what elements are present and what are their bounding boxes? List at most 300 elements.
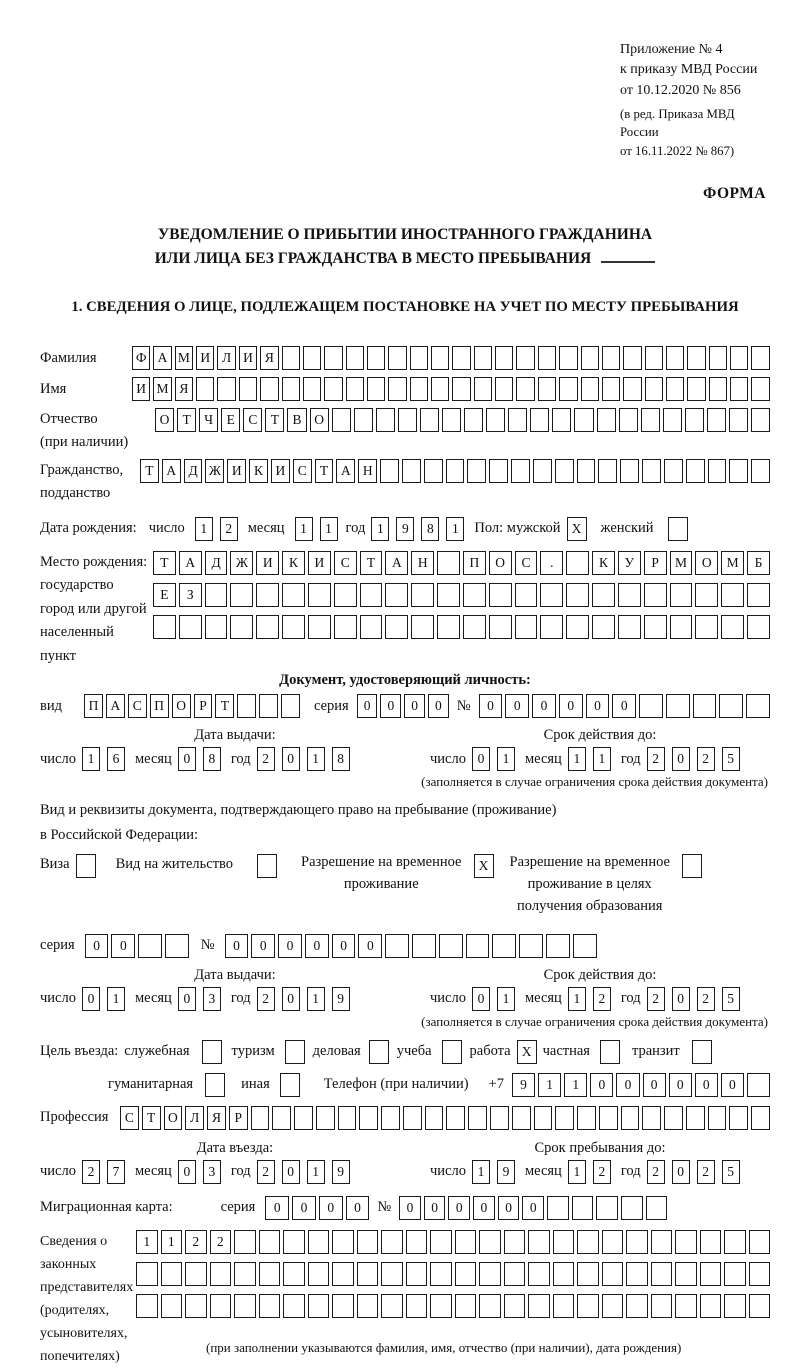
char-cell[interactable] xyxy=(136,1262,158,1286)
char-cell[interactable] xyxy=(463,615,486,639)
male-checkbox-cell[interactable]: X xyxy=(567,517,587,541)
char-cell[interactable] xyxy=(346,346,364,370)
char-cell[interactable] xyxy=(474,377,492,401)
other-checkbox-cell[interactable] xyxy=(280,1073,300,1097)
char-cell[interactable] xyxy=(283,1294,305,1318)
char-cell[interactable]: 0 xyxy=(616,1073,639,1097)
char-cell[interactable]: 1 xyxy=(446,517,464,541)
char-cell[interactable] xyxy=(234,1294,256,1318)
char-cell[interactable]: 8 xyxy=(203,747,221,771)
char-cell[interactable] xyxy=(294,1106,313,1130)
char-cell[interactable] xyxy=(398,408,417,432)
char-cell[interactable] xyxy=(489,583,512,607)
char-cell[interactable] xyxy=(455,1230,477,1254)
char-cell[interactable] xyxy=(495,377,513,401)
char-cell[interactable]: Ж xyxy=(205,459,224,483)
char-cell[interactable] xyxy=(751,408,770,432)
char-cell[interactable] xyxy=(687,346,705,370)
char-cell[interactable] xyxy=(283,1262,305,1286)
char-cell[interactable]: Я xyxy=(260,346,278,370)
char-cell[interactable]: Н xyxy=(358,459,377,483)
char-cell[interactable] xyxy=(324,346,342,370)
char-cell[interactable] xyxy=(359,1106,378,1130)
char-cell[interactable] xyxy=(452,377,470,401)
char-cell[interactable] xyxy=(332,408,351,432)
char-cell[interactable] xyxy=(308,583,331,607)
char-cell[interactable]: 1 xyxy=(107,987,125,1011)
char-cell[interactable] xyxy=(709,346,727,370)
char-cell[interactable] xyxy=(205,583,228,607)
char-cell[interactable]: 0 xyxy=(380,694,401,718)
char-cell[interactable]: 0 xyxy=(82,987,100,1011)
char-cell[interactable]: К xyxy=(282,551,305,575)
char-cell[interactable] xyxy=(486,408,505,432)
char-cell[interactable]: 1 xyxy=(161,1230,183,1254)
char-cell[interactable] xyxy=(504,1262,526,1286)
char-cell[interactable] xyxy=(259,1230,281,1254)
char-cell[interactable] xyxy=(642,459,661,483)
char-cell[interactable]: 0 xyxy=(399,1196,421,1220)
char-cell[interactable] xyxy=(651,1230,673,1254)
char-cell[interactable] xyxy=(437,583,460,607)
char-cell[interactable] xyxy=(282,583,305,607)
char-cell[interactable] xyxy=(552,408,571,432)
char-cell[interactable] xyxy=(581,377,599,401)
char-cell[interactable] xyxy=(205,615,228,639)
char-cell[interactable]: 2 xyxy=(257,1160,275,1184)
char-cell[interactable] xyxy=(686,1106,705,1130)
char-cell[interactable] xyxy=(751,459,770,483)
char-cell[interactable]: С xyxy=(120,1106,139,1130)
char-cell[interactable] xyxy=(528,1262,550,1286)
char-cell[interactable] xyxy=(602,377,620,401)
char-cell[interactable]: С xyxy=(334,551,357,575)
char-cell[interactable] xyxy=(751,377,769,401)
char-cell[interactable]: 0 xyxy=(498,1196,520,1220)
char-cell[interactable]: 8 xyxy=(332,747,350,771)
char-cell[interactable]: 3 xyxy=(203,1160,221,1184)
char-cell[interactable] xyxy=(346,377,364,401)
char-cell[interactable]: А xyxy=(336,459,355,483)
humanitarian-checkbox-cell[interactable] xyxy=(205,1073,225,1097)
char-cell[interactable] xyxy=(675,1294,697,1318)
char-cell[interactable] xyxy=(559,346,577,370)
char-cell[interactable]: Я xyxy=(175,377,193,401)
char-cell[interactable] xyxy=(516,377,534,401)
char-cell[interactable] xyxy=(621,1106,640,1130)
char-cell[interactable] xyxy=(577,1294,599,1318)
char-cell[interactable]: 0 xyxy=(178,1160,196,1184)
char-cell[interactable] xyxy=(646,1196,668,1220)
char-cell[interactable]: 0 xyxy=(178,747,196,771)
char-cell[interactable]: 9 xyxy=(497,1160,515,1184)
char-cell[interactable] xyxy=(430,1262,452,1286)
char-cell[interactable]: 1 xyxy=(307,987,325,1011)
char-cell[interactable] xyxy=(721,583,744,607)
char-cell[interactable] xyxy=(138,934,162,958)
char-cell[interactable]: 1 xyxy=(497,747,515,771)
char-cell[interactable] xyxy=(388,346,406,370)
char-cell[interactable] xyxy=(185,1262,207,1286)
char-cell[interactable] xyxy=(234,1262,256,1286)
char-cell[interactable]: 1 xyxy=(568,747,586,771)
char-cell[interactable]: А xyxy=(179,551,202,575)
char-cell[interactable] xyxy=(512,1106,531,1130)
char-cell[interactable] xyxy=(666,346,684,370)
char-cell[interactable] xyxy=(623,346,641,370)
char-cell[interactable]: 0 xyxy=(672,1160,690,1184)
char-cell[interactable] xyxy=(230,615,253,639)
char-cell[interactable] xyxy=(489,459,508,483)
char-cell[interactable] xyxy=(412,934,436,958)
char-cell[interactable]: Б xyxy=(747,551,770,575)
char-cell[interactable]: 1 xyxy=(307,1160,325,1184)
char-cell[interactable] xyxy=(259,1262,281,1286)
char-cell[interactable] xyxy=(332,1294,354,1318)
char-cell[interactable]: Т xyxy=(215,694,234,718)
char-cell[interactable]: А xyxy=(385,551,408,575)
char-cell[interactable] xyxy=(282,346,300,370)
char-cell[interactable]: У xyxy=(618,551,641,575)
char-cell[interactable] xyxy=(360,615,383,639)
char-cell[interactable] xyxy=(237,694,256,718)
char-cell[interactable]: М xyxy=(175,346,193,370)
char-cell[interactable] xyxy=(619,408,638,432)
char-cell[interactable] xyxy=(357,1262,379,1286)
char-cell[interactable] xyxy=(626,1294,648,1318)
char-cell[interactable] xyxy=(540,615,563,639)
char-cell[interactable]: К xyxy=(249,459,268,483)
char-cell[interactable] xyxy=(385,615,408,639)
char-cell[interactable]: Е xyxy=(153,583,176,607)
char-cell[interactable] xyxy=(403,1106,422,1130)
char-cell[interactable]: . xyxy=(540,551,563,575)
char-cell[interactable] xyxy=(730,346,748,370)
char-cell[interactable] xyxy=(528,1294,550,1318)
char-cell[interactable] xyxy=(618,615,641,639)
char-cell[interactable]: И xyxy=(308,551,331,575)
char-cell[interactable] xyxy=(729,459,748,483)
char-cell[interactable] xyxy=(420,408,439,432)
char-cell[interactable] xyxy=(685,408,704,432)
char-cell[interactable] xyxy=(504,1230,526,1254)
char-cell[interactable] xyxy=(751,1106,770,1130)
char-cell[interactable] xyxy=(161,1294,183,1318)
temp-residence-edu-checkbox-cell[interactable] xyxy=(682,854,702,878)
char-cell[interactable] xyxy=(566,583,589,607)
char-cell[interactable]: 2 xyxy=(697,987,715,1011)
char-cell[interactable]: 0 xyxy=(428,694,449,718)
char-cell[interactable] xyxy=(446,1106,465,1130)
char-cell[interactable] xyxy=(642,1106,661,1130)
char-cell[interactable] xyxy=(490,1106,509,1130)
char-cell[interactable] xyxy=(282,377,300,401)
char-cell[interactable] xyxy=(516,346,534,370)
char-cell[interactable]: К xyxy=(592,551,615,575)
char-cell[interactable]: С xyxy=(128,694,147,718)
char-cell[interactable] xyxy=(357,1294,379,1318)
char-cell[interactable]: 5 xyxy=(722,747,740,771)
char-cell[interactable]: Т xyxy=(153,551,176,575)
char-cell[interactable] xyxy=(381,1106,400,1130)
char-cell[interactable] xyxy=(547,1196,569,1220)
char-cell[interactable] xyxy=(724,1262,746,1286)
char-cell[interactable]: 0 xyxy=(448,1196,470,1220)
char-cell[interactable]: 0 xyxy=(672,747,690,771)
char-cell[interactable] xyxy=(749,1262,771,1286)
char-cell[interactable]: 0 xyxy=(669,1073,692,1097)
char-cell[interactable]: 1 xyxy=(320,517,338,541)
char-cell[interactable]: 1 xyxy=(371,517,389,541)
char-cell[interactable]: 9 xyxy=(332,987,350,1011)
char-cell[interactable] xyxy=(251,1106,270,1130)
char-cell[interactable] xyxy=(729,1106,748,1130)
char-cell[interactable] xyxy=(645,377,663,401)
char-cell[interactable]: 2 xyxy=(220,517,238,541)
char-cell[interactable]: 1 xyxy=(195,517,213,541)
char-cell[interactable] xyxy=(504,1294,526,1318)
char-cell[interactable] xyxy=(455,1262,477,1286)
char-cell[interactable]: И xyxy=(271,459,290,483)
char-cell[interactable] xyxy=(602,1262,624,1286)
char-cell[interactable]: 0 xyxy=(225,934,249,958)
char-cell[interactable] xyxy=(230,583,253,607)
char-cell[interactable] xyxy=(519,934,543,958)
char-cell[interactable]: 1 xyxy=(564,1073,587,1097)
char-cell[interactable]: Д xyxy=(205,551,228,575)
char-cell[interactable] xyxy=(464,408,483,432)
char-cell[interactable]: 0 xyxy=(178,987,196,1011)
char-cell[interactable] xyxy=(530,408,549,432)
char-cell[interactable]: 9 xyxy=(332,1160,350,1184)
char-cell[interactable] xyxy=(747,1073,770,1097)
char-cell[interactable] xyxy=(406,1262,428,1286)
char-cell[interactable] xyxy=(334,583,357,607)
char-cell[interactable] xyxy=(746,694,770,718)
char-cell[interactable] xyxy=(402,459,421,483)
char-cell[interactable] xyxy=(367,377,385,401)
char-cell[interactable]: 0 xyxy=(357,694,378,718)
char-cell[interactable]: 0 xyxy=(695,1073,718,1097)
char-cell[interactable]: 0 xyxy=(282,1160,300,1184)
char-cell[interactable]: 2 xyxy=(82,1160,100,1184)
char-cell[interactable]: 0 xyxy=(358,934,382,958)
char-cell[interactable]: Т xyxy=(142,1106,161,1130)
char-cell[interactable] xyxy=(381,1230,403,1254)
char-cell[interactable]: 8 xyxy=(421,517,439,541)
char-cell[interactable] xyxy=(687,377,705,401)
char-cell[interactable] xyxy=(666,694,690,718)
char-cell[interactable] xyxy=(367,346,385,370)
char-cell[interactable] xyxy=(303,346,321,370)
char-cell[interactable] xyxy=(437,615,460,639)
char-cell[interactable]: 2 xyxy=(697,747,715,771)
char-cell[interactable] xyxy=(492,934,516,958)
char-cell[interactable]: Ч xyxy=(199,408,218,432)
char-cell[interactable] xyxy=(577,1230,599,1254)
char-cell[interactable] xyxy=(566,615,589,639)
char-cell[interactable]: Т xyxy=(265,408,284,432)
char-cell[interactable]: О xyxy=(155,408,174,432)
char-cell[interactable] xyxy=(272,1106,291,1130)
char-cell[interactable] xyxy=(707,408,726,432)
char-cell[interactable] xyxy=(515,615,538,639)
char-cell[interactable]: 9 xyxy=(512,1073,535,1097)
char-cell[interactable]: 0 xyxy=(672,987,690,1011)
business-checkbox-cell[interactable] xyxy=(369,1040,389,1064)
char-cell[interactable]: 0 xyxy=(643,1073,666,1097)
char-cell[interactable] xyxy=(479,1294,501,1318)
char-cell[interactable] xyxy=(406,1230,428,1254)
char-cell[interactable] xyxy=(719,694,743,718)
char-cell[interactable]: 0 xyxy=(424,1196,446,1220)
char-cell[interactable]: 9 xyxy=(396,517,414,541)
char-cell[interactable] xyxy=(185,1294,207,1318)
char-cell[interactable] xyxy=(651,1262,673,1286)
char-cell[interactable]: 0 xyxy=(319,1196,343,1220)
char-cell[interactable]: 2 xyxy=(257,987,275,1011)
char-cell[interactable]: 1 xyxy=(593,747,611,771)
char-cell[interactable]: Р xyxy=(194,694,213,718)
char-cell[interactable]: И xyxy=(239,346,257,370)
char-cell[interactable] xyxy=(161,1262,183,1286)
char-cell[interactable] xyxy=(573,934,597,958)
char-cell[interactable] xyxy=(670,583,693,607)
char-cell[interactable] xyxy=(303,377,321,401)
char-cell[interactable] xyxy=(381,1262,403,1286)
char-cell[interactable] xyxy=(463,583,486,607)
char-cell[interactable] xyxy=(730,377,748,401)
char-cell[interactable] xyxy=(360,583,383,607)
char-cell[interactable] xyxy=(442,408,461,432)
char-cell[interactable] xyxy=(308,1262,330,1286)
female-checkbox-cell[interactable] xyxy=(668,517,688,541)
char-cell[interactable]: 0 xyxy=(590,1073,613,1097)
char-cell[interactable]: О xyxy=(172,694,191,718)
char-cell[interactable] xyxy=(425,1106,444,1130)
char-cell[interactable] xyxy=(599,1106,618,1130)
char-cell[interactable] xyxy=(546,934,570,958)
visa-checkbox-cell[interactable] xyxy=(76,854,96,878)
official-checkbox-cell[interactable] xyxy=(202,1040,222,1064)
char-cell[interactable]: 0 xyxy=(251,934,275,958)
char-cell[interactable]: 1 xyxy=(568,1160,586,1184)
char-cell[interactable]: И xyxy=(256,551,279,575)
char-cell[interactable] xyxy=(431,346,449,370)
char-cell[interactable]: 0 xyxy=(111,934,135,958)
work-checkbox-cell[interactable]: X xyxy=(517,1040,537,1064)
char-cell[interactable]: 0 xyxy=(278,934,302,958)
char-cell[interactable] xyxy=(641,408,660,432)
char-cell[interactable]: 2 xyxy=(647,1160,665,1184)
char-cell[interactable] xyxy=(431,377,449,401)
char-cell[interactable] xyxy=(239,377,257,401)
transit-checkbox-cell[interactable] xyxy=(692,1040,712,1064)
char-cell[interactable]: П xyxy=(463,551,486,575)
char-cell[interactable]: 0 xyxy=(479,694,503,718)
char-cell[interactable]: 0 xyxy=(265,1196,289,1220)
char-cell[interactable] xyxy=(602,1294,624,1318)
char-cell[interactable]: М xyxy=(670,551,693,575)
char-cell[interactable] xyxy=(538,346,556,370)
char-cell[interactable]: 0 xyxy=(532,694,556,718)
char-cell[interactable]: П xyxy=(150,694,169,718)
char-cell[interactable] xyxy=(376,408,395,432)
char-cell[interactable] xyxy=(700,1294,722,1318)
char-cell[interactable]: 0 xyxy=(292,1196,316,1220)
char-cell[interactable] xyxy=(553,1230,575,1254)
char-cell[interactable] xyxy=(334,615,357,639)
char-cell[interactable]: 0 xyxy=(305,934,329,958)
char-cell[interactable]: А xyxy=(162,459,181,483)
char-cell[interactable] xyxy=(357,1230,379,1254)
char-cell[interactable] xyxy=(430,1230,452,1254)
char-cell[interactable] xyxy=(332,1230,354,1254)
char-cell[interactable]: И xyxy=(227,459,246,483)
char-cell[interactable] xyxy=(675,1262,697,1286)
char-cell[interactable] xyxy=(572,1196,594,1220)
char-cell[interactable]: А xyxy=(106,694,125,718)
char-cell[interactable] xyxy=(724,1294,746,1318)
char-cell[interactable] xyxy=(259,694,278,718)
char-cell[interactable] xyxy=(553,1262,575,1286)
char-cell[interactable]: Р xyxy=(644,551,667,575)
char-cell[interactable] xyxy=(455,1294,477,1318)
char-cell[interactable] xyxy=(597,408,616,432)
char-cell[interactable]: 2 xyxy=(647,747,665,771)
char-cell[interactable] xyxy=(598,459,617,483)
char-cell[interactable] xyxy=(256,615,279,639)
char-cell[interactable] xyxy=(708,459,727,483)
char-cell[interactable] xyxy=(466,934,490,958)
char-cell[interactable] xyxy=(559,377,577,401)
char-cell[interactable] xyxy=(528,1230,550,1254)
char-cell[interactable]: О xyxy=(310,408,329,432)
char-cell[interactable] xyxy=(256,583,279,607)
char-cell[interactable]: 2 xyxy=(593,1160,611,1184)
char-cell[interactable] xyxy=(332,1262,354,1286)
char-cell[interactable] xyxy=(354,408,373,432)
char-cell[interactable]: 2 xyxy=(185,1230,207,1254)
char-cell[interactable] xyxy=(515,583,538,607)
char-cell[interactable] xyxy=(555,1106,574,1130)
char-cell[interactable] xyxy=(136,1294,158,1318)
char-cell[interactable]: Т xyxy=(360,551,383,575)
char-cell[interactable]: М xyxy=(721,551,744,575)
char-cell[interactable]: С xyxy=(515,551,538,575)
char-cell[interactable] xyxy=(620,459,639,483)
char-cell[interactable]: П xyxy=(84,694,103,718)
char-cell[interactable]: 0 xyxy=(282,987,300,1011)
char-cell[interactable] xyxy=(316,1106,335,1130)
char-cell[interactable] xyxy=(508,408,527,432)
char-cell[interactable]: 0 xyxy=(472,987,490,1011)
char-cell[interactable] xyxy=(708,1106,727,1130)
char-cell[interactable] xyxy=(621,1196,643,1220)
char-cell[interactable]: Р xyxy=(229,1106,248,1130)
char-cell[interactable]: 0 xyxy=(559,694,583,718)
char-cell[interactable] xyxy=(479,1230,501,1254)
char-cell[interactable] xyxy=(283,1230,305,1254)
char-cell[interactable] xyxy=(437,551,460,575)
char-cell[interactable] xyxy=(675,1230,697,1254)
char-cell[interactable] xyxy=(210,1294,232,1318)
char-cell[interactable] xyxy=(467,459,486,483)
char-cell[interactable] xyxy=(664,459,683,483)
residence-permit-checkbox-cell[interactable] xyxy=(257,854,277,878)
char-cell[interactable] xyxy=(381,1294,403,1318)
char-cell[interactable] xyxy=(602,346,620,370)
